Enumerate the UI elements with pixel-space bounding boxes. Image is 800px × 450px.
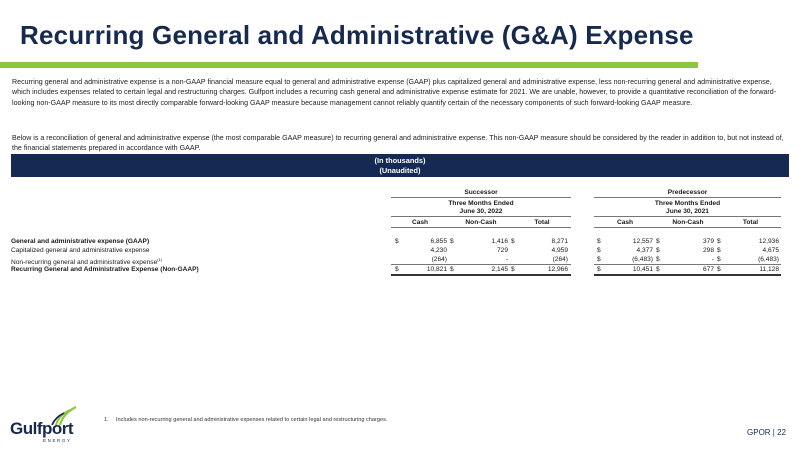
- row-label: Capitalized general and administrative expense: [11, 247, 150, 254]
- table-cell: 8,271: [551, 238, 568, 245]
- units-banner: [11, 154, 789, 177]
- period-label: Three Months Ended: [448, 200, 514, 207]
- page-number: GPOR | 22: [747, 428, 786, 437]
- footnote-number: 1.: [104, 417, 109, 423]
- currency-symbol: $: [656, 266, 660, 273]
- currency-symbol: $: [597, 266, 601, 273]
- divider: [391, 216, 571, 217]
- group-header-successor: Successor: [464, 189, 498, 196]
- divider: [391, 227, 571, 228]
- divider: [594, 216, 781, 217]
- title-underline: [0, 62, 698, 68]
- audit-label: (Unaudited): [379, 166, 421, 175]
- table-cell: 6,855: [430, 238, 447, 245]
- total-underline: [391, 274, 571, 276]
- page-title: Recurring General and Administrative (G&A) Expense: [20, 20, 694, 50]
- currency-symbol: $: [717, 256, 721, 263]
- currency-symbol: $: [717, 247, 721, 254]
- column-header: Cash: [616, 219, 634, 226]
- row-label-text: Non-recurring general and administrative expense: [11, 259, 158, 267]
- footnote-text: Includes non-recurring general and administrative expenses related to certain legal and restructuring charges.: [116, 417, 388, 423]
- period-date: June 30, 2022: [459, 208, 503, 215]
- column-header: Non-Cash: [465, 219, 497, 226]
- table-cell: 729: [496, 247, 508, 254]
- table-cell: (6,483): [758, 256, 779, 263]
- row-label: General and administrative expense (GAAP): [11, 238, 150, 245]
- divider: [594, 197, 781, 198]
- currency-symbol: $: [450, 238, 454, 245]
- table-cell: 12,557: [632, 238, 653, 245]
- column-header: Total: [534, 219, 550, 226]
- logo-subtitle: ENERGY: [43, 438, 72, 443]
- footnote: [104, 417, 387, 423]
- currency-symbol: $: [717, 238, 721, 245]
- table-cell: 298: [702, 247, 714, 254]
- table-cell: 12,936: [758, 238, 779, 245]
- footnote-marker: (1): [157, 257, 163, 262]
- currency-symbol: $: [395, 266, 399, 273]
- divider: [594, 227, 781, 228]
- table-cell: 1,416: [491, 238, 508, 245]
- table-cell: 10,451: [632, 266, 653, 273]
- company-logo: [10, 405, 80, 447]
- currency-symbol: $: [717, 266, 721, 273]
- units-label: (In thousands): [374, 156, 426, 165]
- currency-symbol: $: [511, 238, 515, 245]
- column-header: Cash: [411, 219, 429, 226]
- total-underline: [594, 274, 781, 276]
- table-cell: 2,145: [491, 266, 508, 273]
- table-cell: (264): [552, 256, 568, 263]
- column-header: Non-Cash: [672, 219, 704, 226]
- currency-symbol: $: [597, 238, 601, 245]
- period-label: Three Months Ended: [654, 200, 721, 207]
- period-date: June 30, 2021: [666, 208, 709, 215]
- currency-symbol: $: [511, 266, 515, 273]
- table-cell: 11,128: [759, 266, 779, 273]
- table-cell: 4,230: [430, 247, 447, 254]
- logo-wordmark: Gulfport: [10, 419, 74, 438]
- column-header: Total: [742, 219, 759, 226]
- intro-paragraph: Recurring general and administrative expense is a non-GAAP financial measure equal to general and administrative expense (GAAP) plus capitalized general and administrative expense, less non-recurring general and administrative expense, which includes expenses related to certain legal and restructuring charges. Gulfport includes a recurring cash general and administrative expense estimate for 2021. We are unable, however, to provide a quantitative reconciliation of the forward-looking non-GAAP measure to its most directly comparable forward-looking GAAP measure because management cannot reliably quantify certain of the necessary components of such forward-looking GAAP measure.: [12, 78, 777, 107]
- currency-symbol: $: [597, 247, 601, 254]
- divider: [391, 197, 571, 198]
- currency-symbol: $: [597, 256, 601, 263]
- table-cell: 10,821: [426, 266, 447, 273]
- reconciliation-paragraph: Below is a reconciliation of general and administrative expense (the most comparable GAAP measure) to recurring general and administrative expense. This non-GAAP measure should be considered by the reader in addition to, but not instead of, the financial statements prepared in accordance with GAAP.: [12, 134, 784, 153]
- table-cell: 4,377: [636, 247, 653, 254]
- currency-symbol: $: [656, 247, 660, 254]
- currency-symbol: $: [450, 266, 454, 273]
- table-cell: 4,675: [762, 247, 779, 254]
- table-cell: 379: [702, 238, 714, 245]
- table-cell: -: [711, 256, 714, 263]
- table-cell: 12,966: [547, 266, 568, 273]
- table-cell: (6,483): [632, 256, 653, 263]
- group-header-predecessor: Predecessor: [667, 189, 708, 196]
- table-cell: 4,959: [551, 247, 568, 254]
- currency-symbol: $: [656, 238, 660, 245]
- currency-symbol: $: [395, 238, 399, 245]
- table-cell: 677: [702, 266, 714, 273]
- table-cell: -: [505, 256, 508, 263]
- currency-symbol: $: [656, 256, 660, 263]
- row-label: Recurring General and Administrative Expense (Non-GAAP): [11, 266, 199, 273]
- table-cell: (264): [431, 256, 447, 263]
